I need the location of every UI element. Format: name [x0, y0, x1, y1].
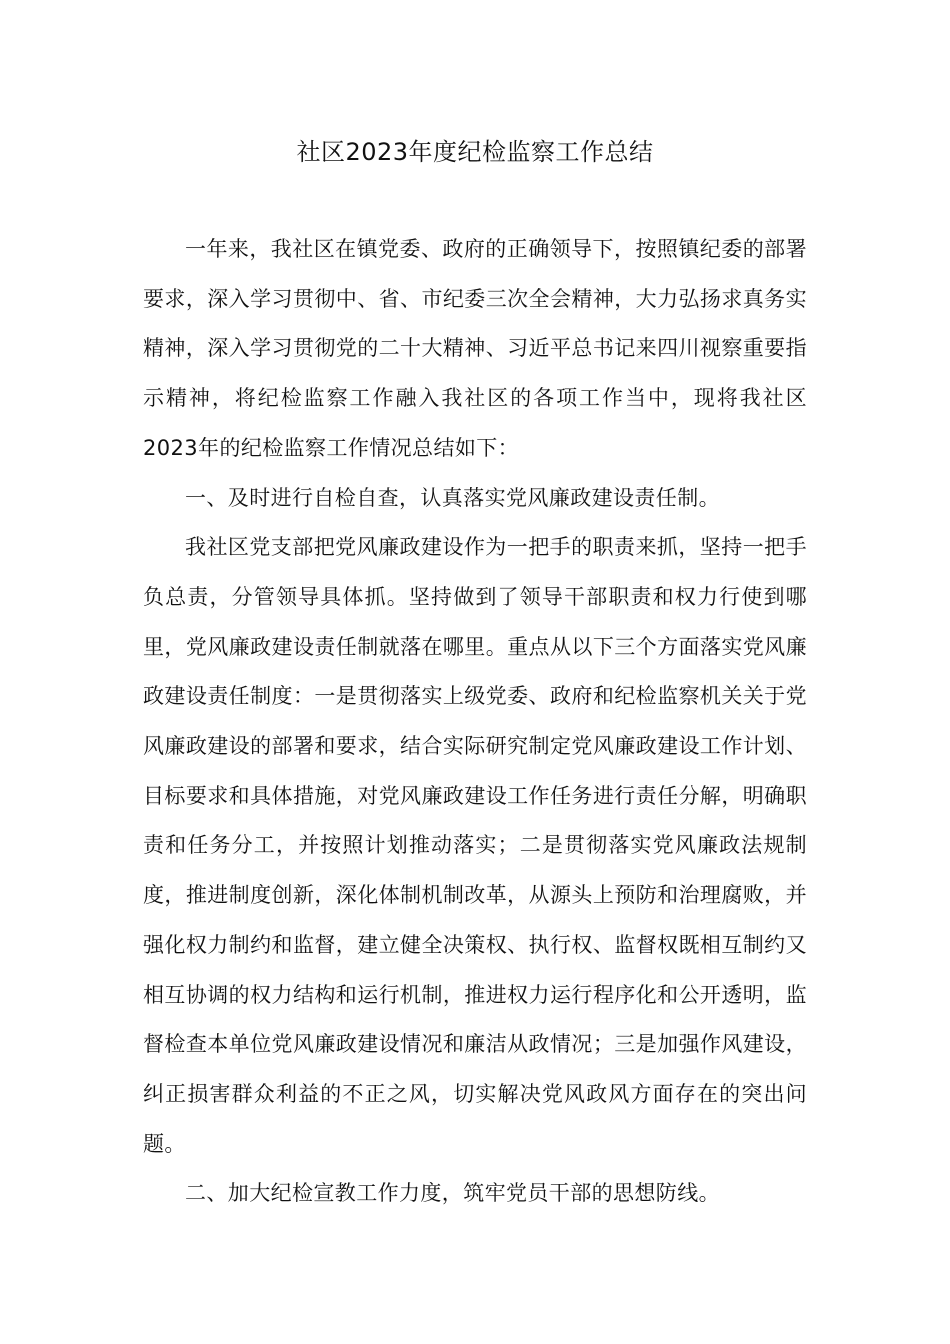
document-title: 社区2023年度纪检监察工作总结 [296, 138, 654, 166]
document-body [143, 225, 807, 1219]
section-heading-1: 一、及时进行自检自查，认真落实党风廉政建设责任制。 [185, 485, 720, 510]
section-1-paragraph: 我社区党支部把党风廉政建设作为一把手的职责来抓，坚持一把手负总责，分管领导具体抓。坚持做到了领导干部职责和权力行使到哪里，党风廉政建设责任制就落在哪里。重点从以下三个方面落实党风廉政建设责任制度：一是贯彻落实上级党委、政府和纪检监察机关关于党风廉政建设的部署和要求，结合实际研究制定党风廉政建设工作计划、目标要求和具体措施，对党风廉政建设工作任务进行责任分解，明确职责和任务分工，并按照计划推动落实；二是贯彻落实党风廉政法规制度，推进制度创新，深化体制机制改革，从源头上预防和治理腐败，并强化权力制约和监督，建立健全决策权、执行权、监督权既相互制约又相互协调的权力结构和运行机制，推进权力运行程序化和公开透明，监督检查本单位党风廉政建设情况和廉洁从政情况；三是加强作风建设，纠正损害群众利益的不正之风，切实解决党风政风方面存在的突出问题。 [143, 535, 807, 1156]
section-heading-2: 二、加大纪检宣教工作力度，筑牢党员干部的思想防线。 [185, 1181, 720, 1206]
intro-paragraph: 一年来，我社区在镇党委、政府的正确领导下，按照镇纪委的部署要求，深入学习贯彻中、省、市纪委三次全会精神，大力弘扬求真务实精神，深入学习贯彻党的二十大精神、习近平总书记来四川视察重要指示精神，将纪检监察工作融入我社区的各项工作当中，现将我社区2023年的纪检监察工作情况总结如下： [143, 237, 807, 460]
